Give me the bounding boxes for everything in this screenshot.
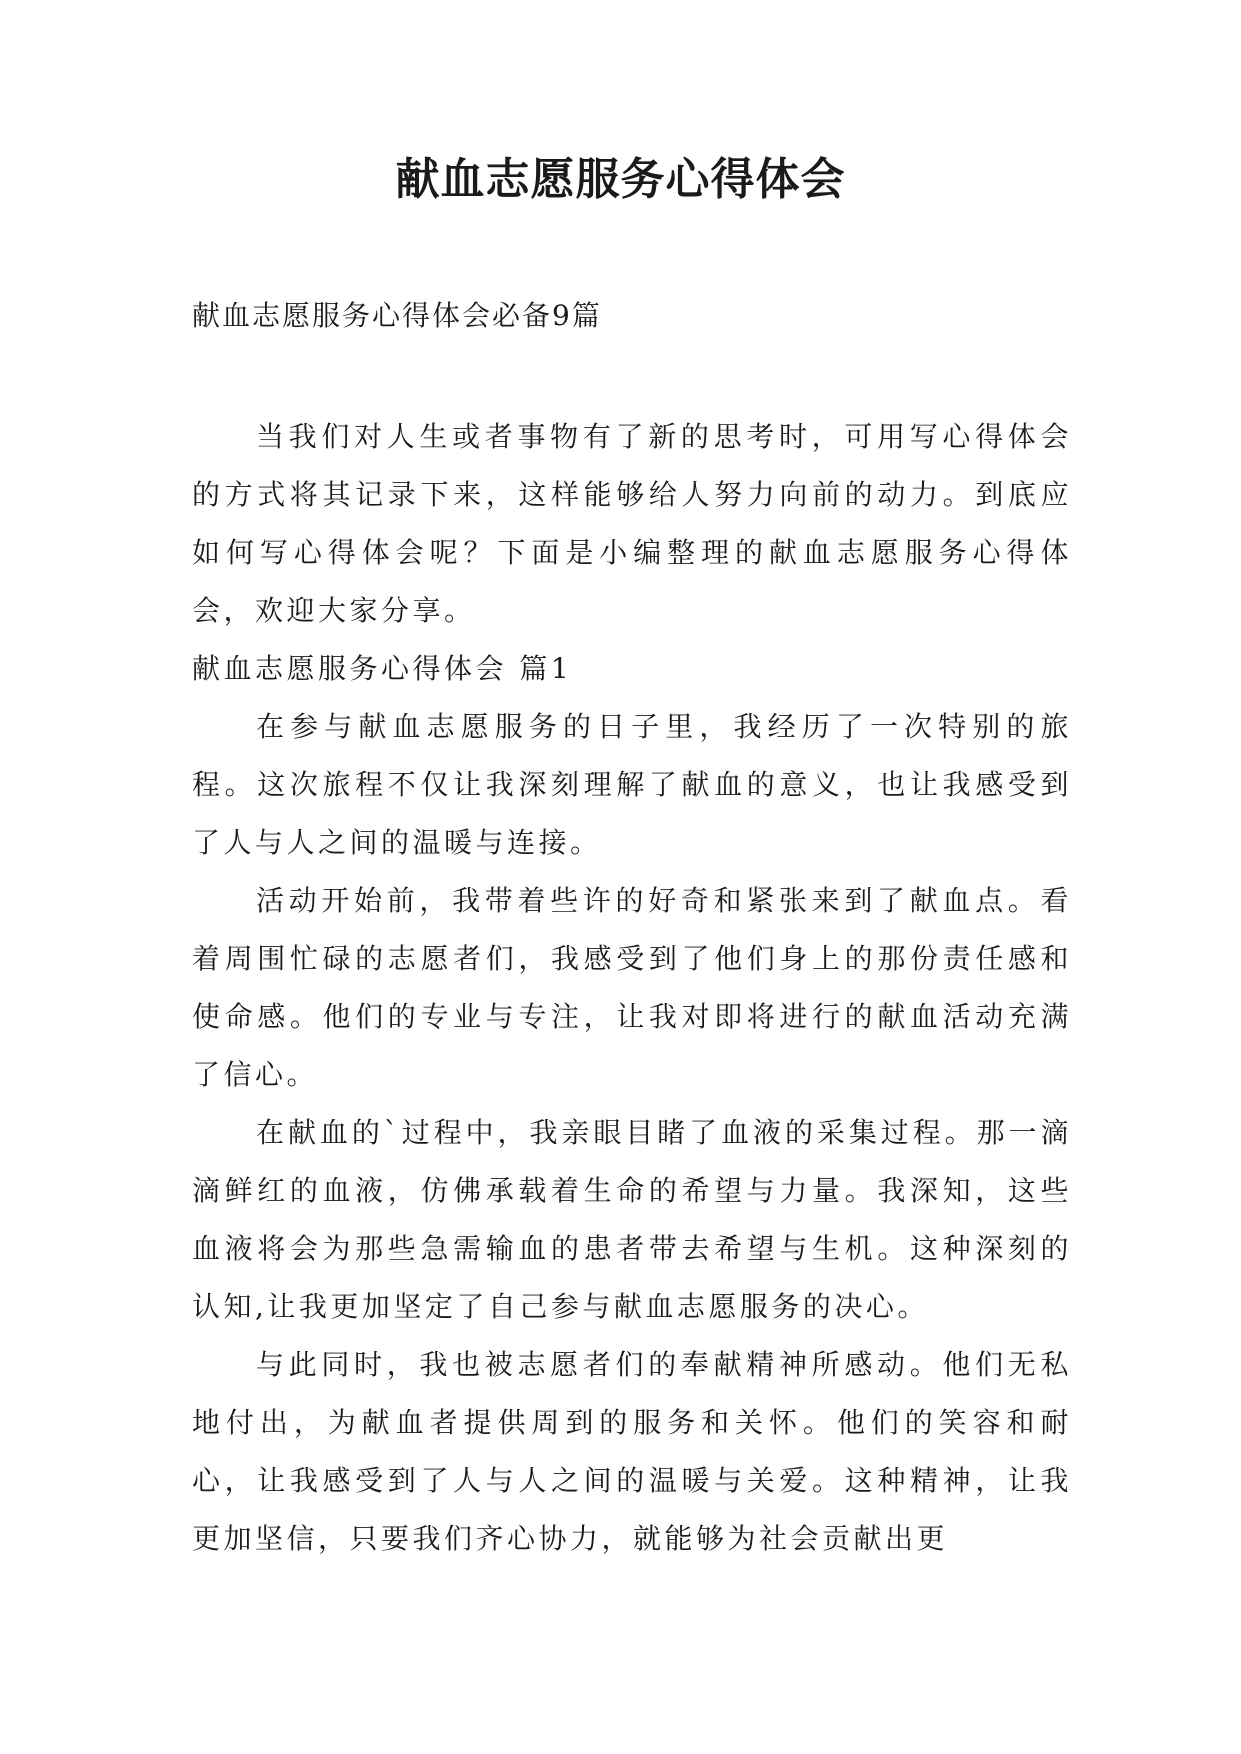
- document-body: [192, 408, 1072, 1568]
- intro-paragraph: 当我们对人生或者事物有了新的思考时，可用写心得体会的方式将其记录下来，这样能够给人努力向前的动力。到底应如何写心得体会呢？下面是小编整理的献血志愿服务心得体会，欢迎大家分享。: [192, 420, 1072, 627]
- body-paragraph-1: 在参与献血志愿服务的日子里，我经历了一次特别的旅程。这次旅程不仅让我深刻理解了献血的意义，也让我感受到了人与人之间的温暖与连接。: [192, 710, 1072, 859]
- body-paragraph-2: 活动开始前，我带着些许的好奇和紧张来到了献血点。看着周围忙碌的志愿者们，我感受到了他们身上的那份责任感和使命感。他们的专业与专注，让我对即将进行的献血活动充满了信心。: [192, 884, 1072, 1091]
- document-title: 献血志愿服务心得体会: [395, 154, 846, 205]
- section-heading: 献血志愿服务心得体会 篇1: [192, 652, 573, 685]
- document-subtitle: 献血志愿服务心得体会必备9篇: [192, 299, 602, 332]
- body-paragraph-4: 与此同时，我也被志愿者们的奉献精神所感动。他们无私地付出，为献血者提供周到的服务和关怀。他们的笑容和耐心，让我感受到了人与人之间的温暖与关爱。这种精神，让我更加坚信，只要我们齐心协力，就能够为社会贡献出更: [192, 1348, 1072, 1555]
- body-paragraph-3: 在献血的`过程中，我亲眼目睹了血液的采集过程。那一滴滴鲜红的血液，仿佛承载着生命的希望与力量。我深知，这些血液将会为那些急需输血的患者带去希望与生机。这种深刻的认知,让我更加坚定了自己参与献血志愿服务的决心。: [192, 1116, 1072, 1323]
